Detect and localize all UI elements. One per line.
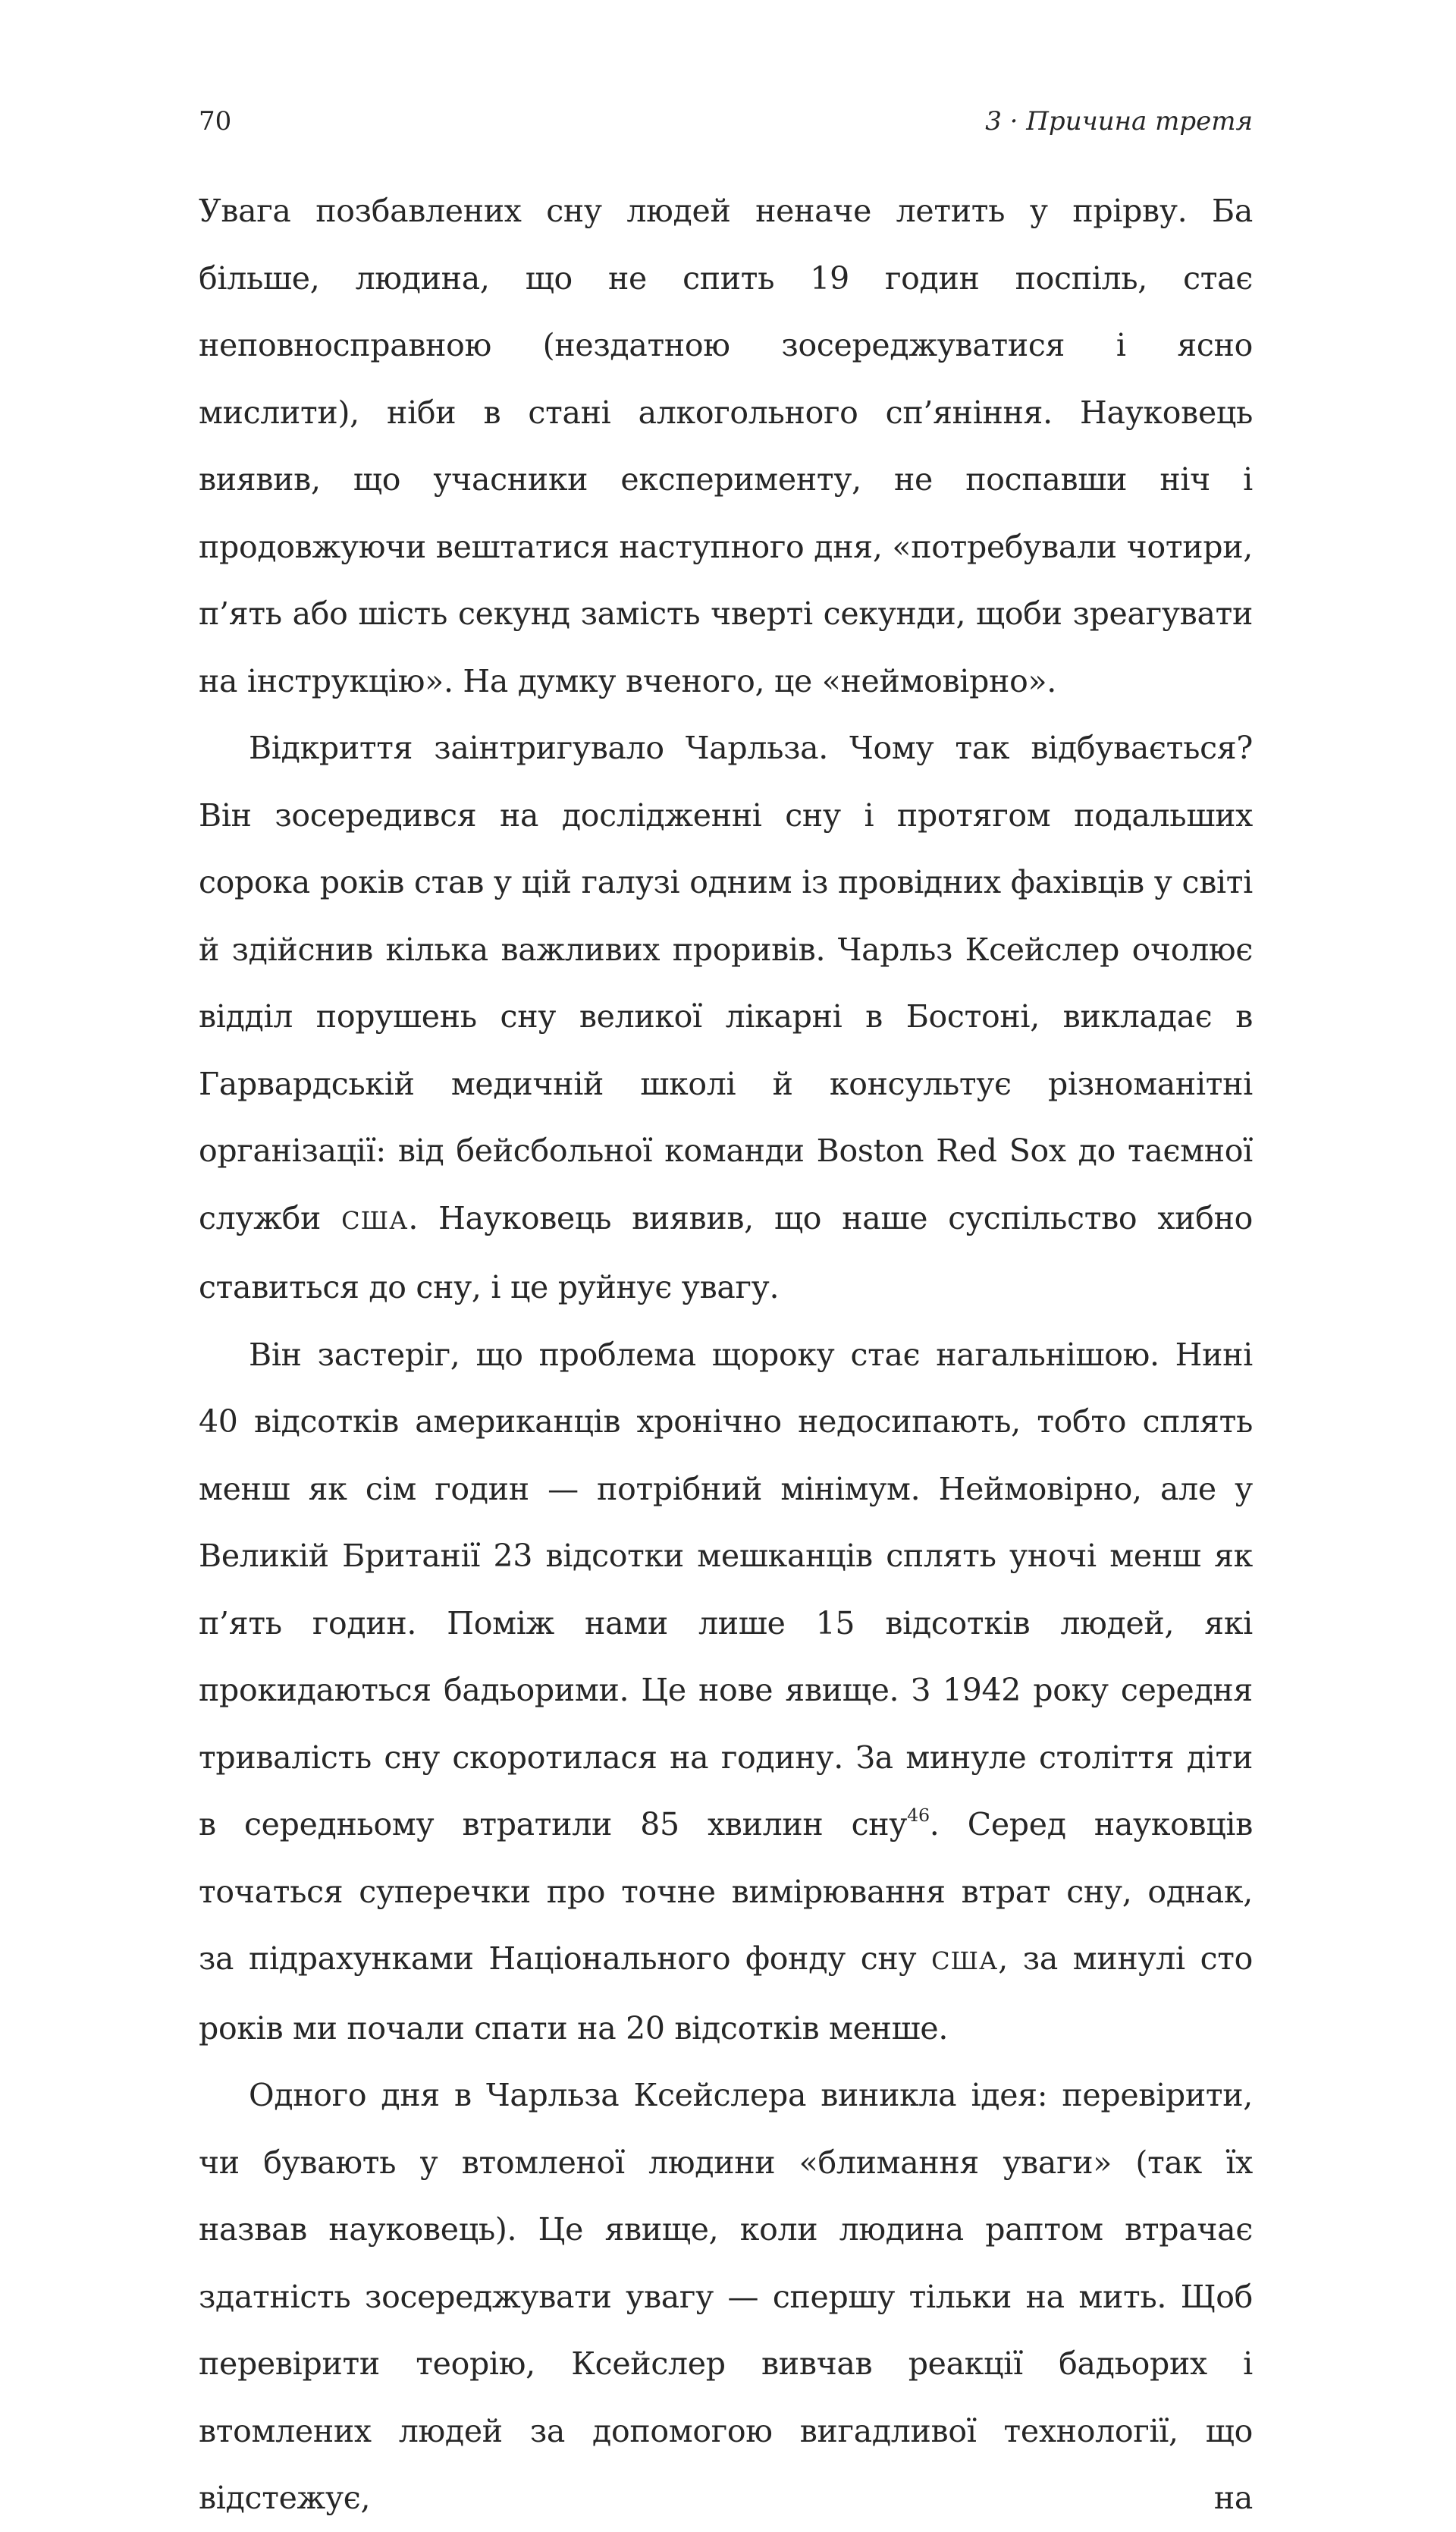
paragraph-2	[199, 715, 1253, 1321]
chapter-title: 3 · Причина третя	[985, 106, 1253, 137]
paragraph-2-text-end: . Науковець виявив, що наше суспільство хибно ставиться до сну, і це руйнує увагу.	[199, 1199, 1253, 1305]
paragraph-1: Увага позбавлених сну людей неначе летить у прірву. Ба більше, людина, що не спить 19 годин поспіль, стає неповносправною (нездатною зосереджуватися і ясно мислити), ніби в стані алкогольного сп’яніння. Науковець виявив, що учасники експерименту, не поспавши ніч і продовжуючи вештатися наступного дня, «потребували чотири, п’ять або шість секунд замість чверті секунди, щоби зреагувати на інструкцію». На думку вченого, це «неймовірно».	[199, 193, 1253, 699]
running-head	[199, 106, 1253, 152]
paragraph-4: Одного дня в Чарльза Ксейслера виникла ідея: перевірити, чи бувають у втомленої людини «блимання уваги» (так їх назвав науковець). Це явище, коли людина раптом втрачає здатність зосереджувати увагу — спершу тільки на мить. Щоб перевірити теорію, Ксейслер вивчав реакції бадьорих і втомлених людей за допомогою вигадливої технології, що відстежує, на	[199, 2077, 1253, 2516]
page-number: 70	[199, 106, 232, 137]
paragraph-2-text: Відкриття заінтригувало Чарльза. Чому так відбувається? Він зосередився на дослідженні сну і протягом подальших сорока років став у цій галузі одним із провідних фахівців у світі й здійснив кілька важливих проривів. Чарльз Ксейслер очолює відділ порушень сну великої лікарні в Бостоні, викладає в Гарвардській медичній школі й консультує різноманітні організації: від бейсбольної команди Boston Red Sox до таємної служби	[199, 730, 1253, 1236]
paragraph-3-text: Він застеріг, що проблема щороку стає нагальнішою. Нині 40 відсотків американців хронічно недосипають, тобто сплять менш як сім годин — потрібний мінімум. Неймовірно, але у Великій Британії 23 відсотки мешканців сплять уночі менш як п’ять годин. Поміж нами лише 15 відсотків людей, які прокидаються бадьорими. Це нове явище. З 1942 року середня тривалість сну скоротилася на годину. За минуле століття діти в середньому втратили 85 хвилин сну	[199, 1336, 1253, 1842]
paragraph-3-text-middle: . Серед науковців точаться суперечки про точне вимірювання втрат сну, однак, за підрахунками Національного фонду сну	[199, 1806, 1253, 1977]
footnote-reference: 46	[907, 1805, 930, 1827]
paragraph-3-text-end: , за минулі сто років ми почали спати на 20 відсотків менше.	[199, 1940, 1254, 2047]
paragraph-3	[199, 1321, 1253, 2062]
abbreviation-usa: США	[931, 1946, 999, 1975]
body-text	[199, 177, 1253, 2532]
abbreviation-usa: США	[341, 1205, 409, 1235]
